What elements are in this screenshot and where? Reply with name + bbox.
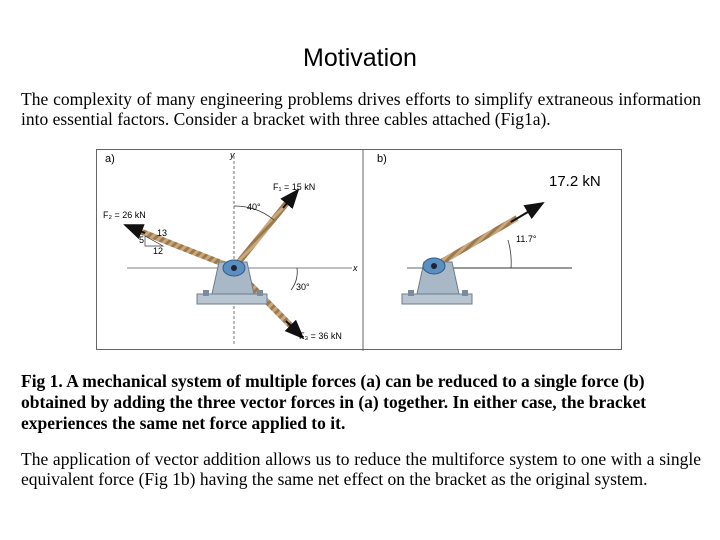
figure-1 [96, 149, 622, 350]
bracket-a [197, 260, 267, 304]
cable-resultant [431, 218, 517, 268]
resultant-label: 17.2 kN [549, 173, 601, 190]
bracket-b [402, 258, 472, 304]
arrow-f1 [283, 190, 298, 208]
f3-label: F₃ = 36 kN [299, 331, 342, 341]
body-paragraph: The application of vector addition allows us to reduce the multiforce system to one with a single equivalent force (Fig 1b) having the same net effect on the bracket as the original system. [21, 449, 701, 489]
panel-a-label: a) [105, 153, 115, 165]
intro-paragraph: The complexity of many engineering problems drives efforts to simplify extraneous information into essential factors. Consider a bracket with three cables attached (Fig1a). [21, 89, 701, 129]
angle-30-label: 30° [296, 282, 310, 292]
panel-b-label: b) [377, 153, 387, 165]
figure-caption: Fig 1. A mechanical system of multiple forces (a) can be reduced to a single force (b) obtained by adding the three vector forces in (a) together. In either case, the bracket experiences the same net force applied to it. [21, 371, 647, 433]
f1-label: F₁ = 15 kN [273, 182, 316, 192]
angle-40-label: 40° [247, 202, 261, 212]
y-axis-label: y [230, 150, 235, 160]
slide-title: Motivation [303, 44, 417, 72]
tri-12-label: 12 [153, 246, 164, 256]
f2-label: F₂ = 26 kN [103, 210, 146, 220]
arrow-resultant [511, 203, 543, 222]
angle-b-label: 11.7° [516, 234, 537, 244]
tri-5-label: 5 [139, 235, 145, 245]
cable-f1 [234, 199, 290, 268]
figure-drawing [97, 150, 623, 351]
angle-arc-b [508, 240, 511, 268]
tri-13-label: 13 [157, 228, 168, 238]
x-axis-label: x [353, 263, 358, 273]
